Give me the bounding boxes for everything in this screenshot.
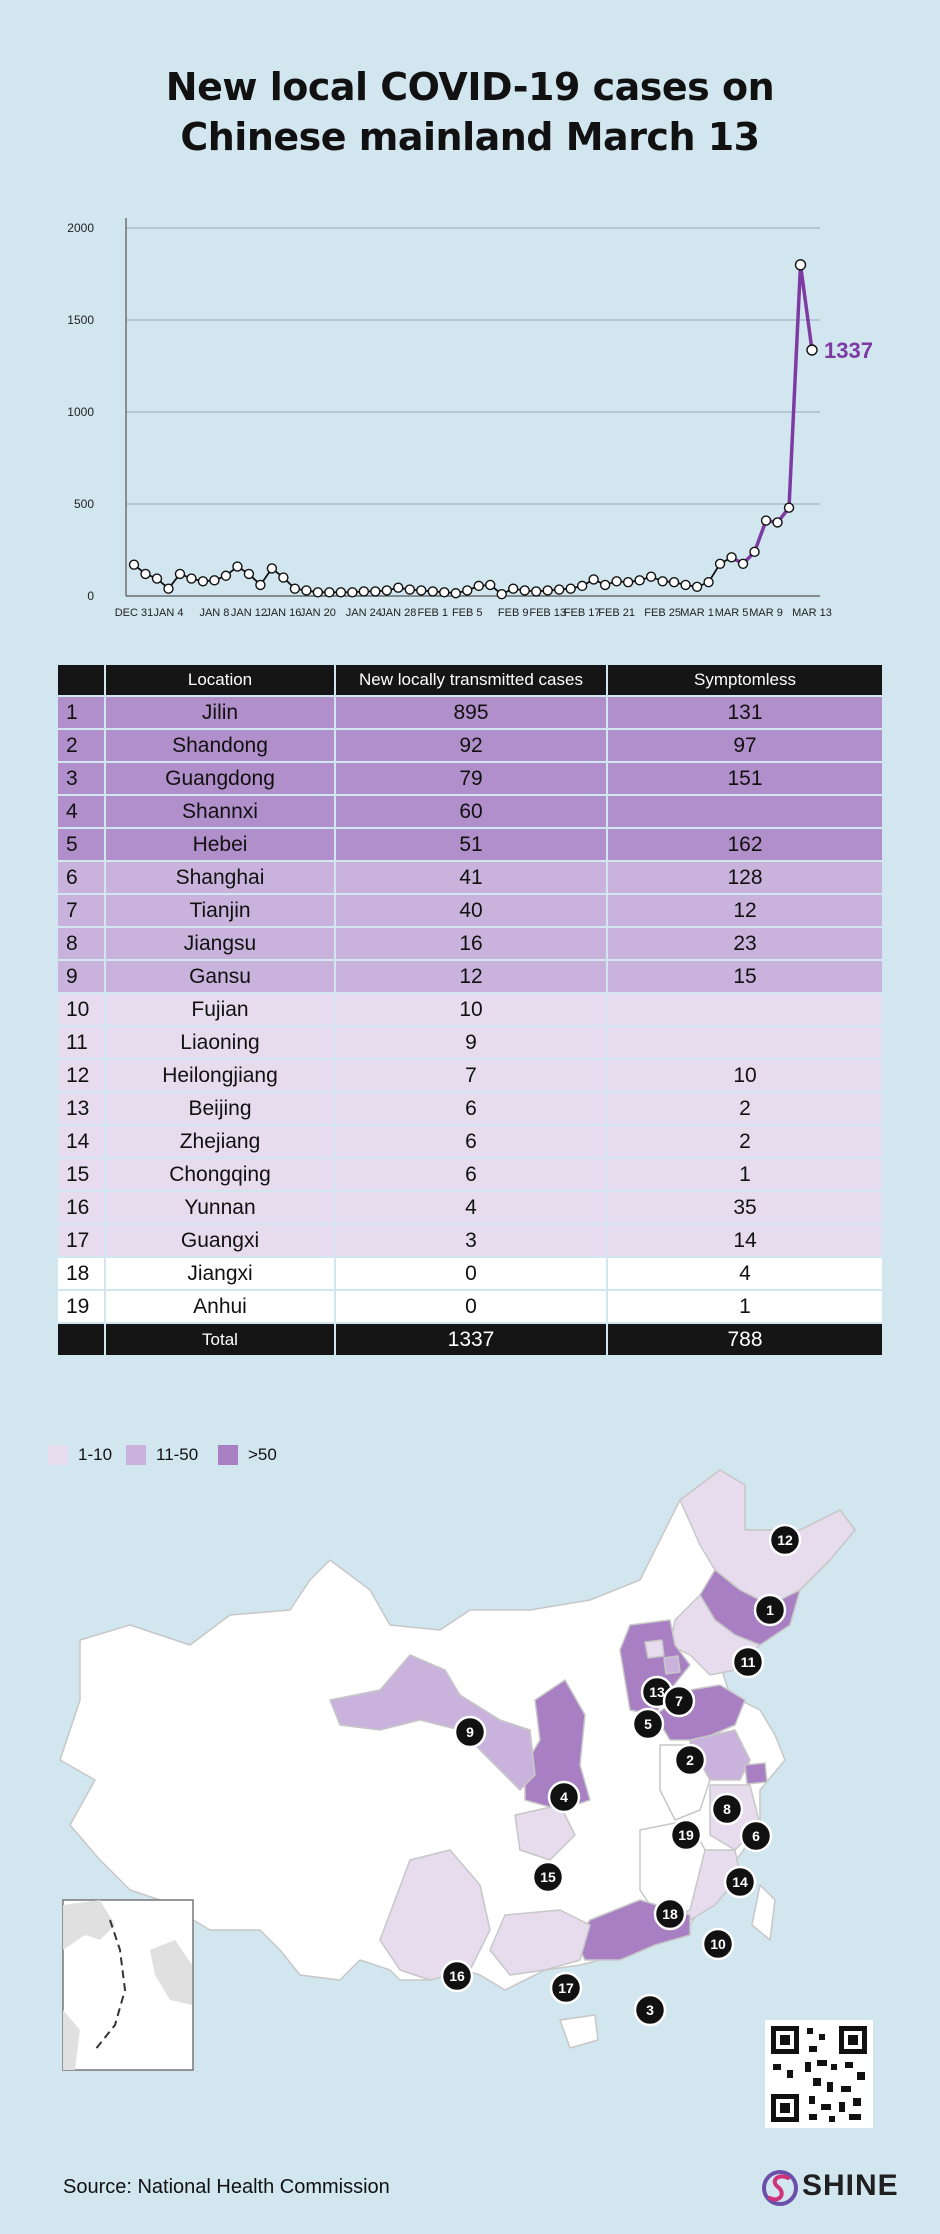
location-cell: Yunnan [106, 1192, 334, 1223]
symptomless-cell: 14 [608, 1225, 882, 1256]
data-point [233, 562, 242, 571]
table-row [58, 1126, 882, 1157]
map-marker-label: 11 [740, 1654, 756, 1670]
x-tick-label: MAR 13 [792, 607, 832, 619]
x-tick-label: JAN 24 [345, 607, 382, 619]
map-marker [741, 1821, 771, 1851]
symptomless-cell: 12 [608, 895, 882, 926]
map-marker [533, 1862, 563, 1892]
map-marker [442, 1961, 472, 1991]
shine-logo-text: SHINE [802, 2169, 899, 2202]
map-marker-label: 3 [646, 2002, 654, 2018]
data-point [428, 587, 437, 596]
map-marker-label: 16 [449, 1968, 465, 1984]
data-point [589, 575, 598, 584]
table-body [58, 697, 882, 1322]
cases-cell: 92 [336, 730, 606, 761]
cases-cell: 79 [336, 763, 606, 794]
cases-cell: 3 [336, 1225, 606, 1256]
map-marker-label: 7 [675, 1693, 683, 1709]
x-tick-label: MAR 5 [714, 607, 749, 619]
table-row [58, 862, 882, 893]
location-cell: Zhejiang [106, 1126, 334, 1157]
rank-cell: 17 [58, 1225, 104, 1256]
header-symptomless: Symptomless [608, 665, 882, 695]
map-marker [675, 1745, 705, 1775]
x-tick-label: JAN 12 [230, 607, 267, 619]
location-cell: Heilongjiang [106, 1060, 334, 1091]
data-point [187, 574, 196, 583]
data-point [210, 576, 219, 585]
symptomless-cell: 1 [608, 1159, 882, 1190]
data-point [647, 572, 656, 581]
cases-cell: 6 [336, 1093, 606, 1124]
map-marker-label: 15 [540, 1869, 556, 1885]
cases-cell: 60 [336, 796, 606, 827]
x-tick-label: JAN 16 [265, 607, 302, 619]
data-point [681, 580, 690, 589]
location-cell: Shandong [106, 730, 334, 761]
rank-cell: 8 [58, 928, 104, 959]
symptomless-cell: 131 [608, 697, 882, 728]
data-point [348, 588, 357, 597]
location-cell: Chongqing [106, 1159, 334, 1190]
data-point [486, 580, 495, 589]
rank-cell: 13 [58, 1093, 104, 1124]
map-marker [733, 1647, 763, 1677]
header-cases: New locally transmitted cases [336, 665, 606, 695]
data-point [750, 547, 759, 556]
table-row [58, 1225, 882, 1256]
legend-label-high: >50 [248, 1445, 277, 1464]
table-row [58, 763, 882, 794]
total-row [58, 1324, 882, 1355]
qr-code[interactable] [765, 2020, 873, 2128]
location-cell: Guangdong [106, 763, 334, 794]
data-point [440, 588, 449, 597]
x-tick-label: FEB 13 [529, 607, 567, 619]
table-row [58, 961, 882, 992]
map-marker [725, 1867, 755, 1897]
rank-cell: 4 [58, 796, 104, 827]
line-chart [0, 200, 940, 640]
x-tick-label: FEB 21 [598, 607, 635, 619]
table-row [58, 697, 882, 728]
x-tick-label: FEB 25 [644, 607, 681, 619]
total-rank-cell [58, 1324, 104, 1355]
symptomless-cell: 35 [608, 1192, 882, 1223]
total-symptomless: 788 [608, 1324, 882, 1355]
title-line-2: Chinese mainland March 13 [180, 115, 760, 159]
data-point [555, 585, 564, 594]
map-marker-label: 12 [777, 1532, 793, 1548]
rank-cell: 14 [58, 1126, 104, 1157]
data-point [532, 587, 541, 596]
symptomless-cell [608, 796, 882, 827]
data-point [175, 569, 184, 578]
map-marker [703, 1929, 733, 1959]
data-point [221, 571, 230, 580]
data-point [670, 578, 679, 587]
data-point [807, 345, 817, 355]
symptomless-cell [608, 994, 882, 1025]
rank-cell: 6 [58, 862, 104, 893]
y-tick-label: 1000 [67, 405, 94, 419]
rank-cell: 19 [58, 1291, 104, 1322]
cases-cell: 16 [336, 928, 606, 959]
symptomless-cell [608, 1027, 882, 1058]
rank-cell: 3 [58, 763, 104, 794]
map-marker [551, 1973, 581, 2003]
y-tick-label: 500 [73, 497, 94, 511]
map-marker-label: 5 [644, 1716, 652, 1732]
data-point [716, 559, 725, 568]
cases-cell: 0 [336, 1258, 606, 1289]
data-point [739, 559, 748, 568]
map-marker-label: 9 [466, 1724, 474, 1740]
symptomless-cell: 2 [608, 1093, 882, 1124]
data-point [256, 580, 265, 589]
table-row [58, 895, 882, 926]
symptomless-cell: 15 [608, 961, 882, 992]
location-cell: Liaoning [106, 1027, 334, 1058]
data-point [762, 516, 771, 525]
cases-table [56, 663, 884, 1357]
data-point [336, 588, 345, 597]
table-row [58, 829, 882, 860]
table-row [58, 1060, 882, 1091]
map-marker [455, 1717, 485, 1747]
data-point [463, 586, 472, 595]
data-point [290, 584, 299, 593]
cases-cell: 9 [336, 1027, 606, 1058]
data-point [624, 578, 633, 587]
data-point [359, 587, 368, 596]
x-tick-label: MAR 9 [749, 607, 783, 619]
y-tick-label: 0 [87, 589, 94, 603]
data-point [152, 574, 161, 583]
data-point [130, 560, 139, 569]
cases-cell: 12 [336, 961, 606, 992]
rank-cell: 2 [58, 730, 104, 761]
map-marker [655, 1899, 685, 1929]
data-point [693, 582, 702, 591]
x-tick-label: FEB 9 [497, 607, 529, 619]
data-point [543, 586, 552, 595]
rank-cell: 16 [58, 1192, 104, 1223]
location-cell: Shannxi [106, 796, 334, 827]
map-taiwan [752, 1885, 775, 1940]
rank-cell: 18 [58, 1258, 104, 1289]
data-point [198, 577, 207, 586]
rank-cell: 5 [58, 829, 104, 860]
data-point [164, 584, 173, 593]
map-marker [664, 1686, 694, 1716]
map-beijing [645, 1640, 664, 1658]
map-marker [633, 1709, 663, 1739]
data-point [773, 518, 782, 527]
table-row [58, 1093, 882, 1124]
cases-cell: 7 [336, 1060, 606, 1091]
map-marker-label: 8 [723, 1801, 731, 1817]
symptomless-cell: 10 [608, 1060, 882, 1091]
rank-cell: 10 [58, 994, 104, 1025]
data-point [796, 260, 806, 270]
data-point [474, 581, 483, 590]
symptomless-cell: 23 [608, 928, 882, 959]
data-point [578, 581, 587, 590]
legend-label-low: 1-10 [78, 1445, 113, 1464]
rank-cell: 12 [58, 1060, 104, 1091]
data-point [635, 576, 644, 585]
data-point [520, 586, 529, 595]
x-tick-label: JAN 8 [199, 607, 230, 619]
x-tick-label: FEB 1 [417, 607, 449, 619]
data-point [244, 569, 253, 578]
location-cell: Fujian [106, 994, 334, 1025]
table-row [58, 1291, 882, 1322]
map-marker-label: 10 [710, 1936, 726, 1952]
map-marker-label: 19 [678, 1827, 694, 1843]
table-row [58, 1027, 882, 1058]
y-tick-label: 1500 [67, 313, 94, 327]
series-line-recent [732, 265, 812, 564]
rank-cell: 15 [58, 1159, 104, 1190]
qr-code-graphic [765, 2020, 873, 2128]
data-point [451, 589, 460, 598]
cases-cell: 41 [336, 862, 606, 893]
total-cases: 1337 [336, 1324, 606, 1355]
data-point [658, 577, 667, 586]
location-cell: Shanghai [106, 862, 334, 893]
data-point [566, 584, 575, 593]
map-marker-label: 14 [732, 1874, 748, 1890]
cases-cell: 0 [336, 1291, 606, 1322]
rank-cell: 9 [58, 961, 104, 992]
total-label: Total [106, 1324, 334, 1355]
symptomless-cell: 128 [608, 862, 882, 893]
symptomless-cell: 1 [608, 1291, 882, 1322]
symptomless-cell: 151 [608, 763, 882, 794]
location-cell: Beijing [106, 1093, 334, 1124]
end-value-label: 1337 [824, 337, 873, 363]
table-row [58, 1192, 882, 1223]
table-row [58, 1159, 882, 1190]
x-tick-label: FEB 17 [563, 607, 601, 619]
symptomless-cell: 97 [608, 730, 882, 761]
title-line-1: New local COVID-19 cases on [165, 65, 775, 109]
table-row [58, 730, 882, 761]
data-point [325, 588, 334, 597]
header-location: Location [106, 665, 334, 695]
location-cell: Jilin [106, 697, 334, 728]
data-point [141, 569, 150, 578]
data-point [509, 584, 518, 593]
rank-cell: 11 [58, 1027, 104, 1058]
data-point [417, 586, 426, 595]
location-cell: Anhui [106, 1291, 334, 1322]
table-row [58, 994, 882, 1025]
x-tick-label: FEB 5 [451, 607, 483, 619]
header-rank [58, 665, 104, 695]
x-tick-label: MAR 1 [680, 607, 714, 619]
data-point [394, 583, 403, 592]
map-marker [671, 1820, 701, 1850]
data-point [279, 573, 288, 582]
location-cell: Guangxi [106, 1225, 334, 1256]
data-point [601, 580, 610, 589]
rank-cell: 7 [58, 895, 104, 926]
map-hainan [560, 2015, 598, 2048]
location-cell: Gansu [106, 961, 334, 992]
table-row [58, 796, 882, 827]
cases-cell: 4 [336, 1192, 606, 1223]
map-marker-label: 18 [662, 1906, 678, 1922]
south-china-sea-inset [63, 1900, 193, 2070]
map-shanghai [745, 1763, 767, 1784]
map-tianjin [664, 1656, 680, 1674]
cases-cell: 40 [336, 895, 606, 926]
map-marker-label: 4 [560, 1789, 568, 1805]
x-tick-label: JAN 28 [380, 607, 417, 619]
data-point [313, 588, 322, 597]
map-marker [712, 1794, 742, 1824]
map-marker-label: 1 [766, 1602, 774, 1618]
map-marker [770, 1525, 800, 1555]
x-tick-label: DEC 31 [114, 607, 154, 619]
map-marker-label: 2 [686, 1752, 694, 1768]
x-tick-label: JAN 20 [299, 607, 336, 619]
symptomless-cell: 2 [608, 1126, 882, 1157]
cases-cell: 51 [336, 829, 606, 860]
data-point [727, 553, 736, 562]
cases-cell: 895 [336, 697, 606, 728]
symptomless-cell: 162 [608, 829, 882, 860]
legend-label-mid: 11-50 [156, 1445, 199, 1464]
cases-cell: 10 [336, 994, 606, 1025]
data-point [382, 586, 391, 595]
x-tick-label: JAN 4 [153, 607, 184, 619]
map-marker [755, 1595, 785, 1625]
page-title [0, 62, 940, 162]
shine-logo [762, 2163, 932, 2213]
rank-cell: 1 [58, 697, 104, 728]
cases-cell: 6 [336, 1159, 606, 1190]
map-marker-label: 6 [752, 1828, 760, 1844]
data-point [704, 578, 713, 587]
map-marker-label: 17 [558, 1980, 574, 1996]
data-point [302, 586, 311, 595]
table-header-row [58, 665, 882, 695]
data-point [267, 564, 276, 573]
symptomless-cell: 4 [608, 1258, 882, 1289]
data-point [497, 590, 506, 599]
map-marker-label: 13 [649, 1684, 665, 1700]
cases-cell: 6 [336, 1126, 606, 1157]
data-point [371, 587, 380, 596]
source-note: Source: National Health Commission [63, 2176, 390, 2198]
map-marker [549, 1782, 579, 1812]
table-row [58, 1258, 882, 1289]
location-cell: Jiangsu [106, 928, 334, 959]
location-cell: Tianjin [106, 895, 334, 926]
data-point [785, 503, 794, 512]
location-cell: Jiangxi [106, 1258, 334, 1289]
location-cell: Hebei [106, 829, 334, 860]
map-marker [635, 1995, 665, 2025]
table-row [58, 928, 882, 959]
data-point [405, 585, 414, 594]
data-point [612, 577, 621, 586]
y-tick-label: 2000 [67, 221, 94, 235]
